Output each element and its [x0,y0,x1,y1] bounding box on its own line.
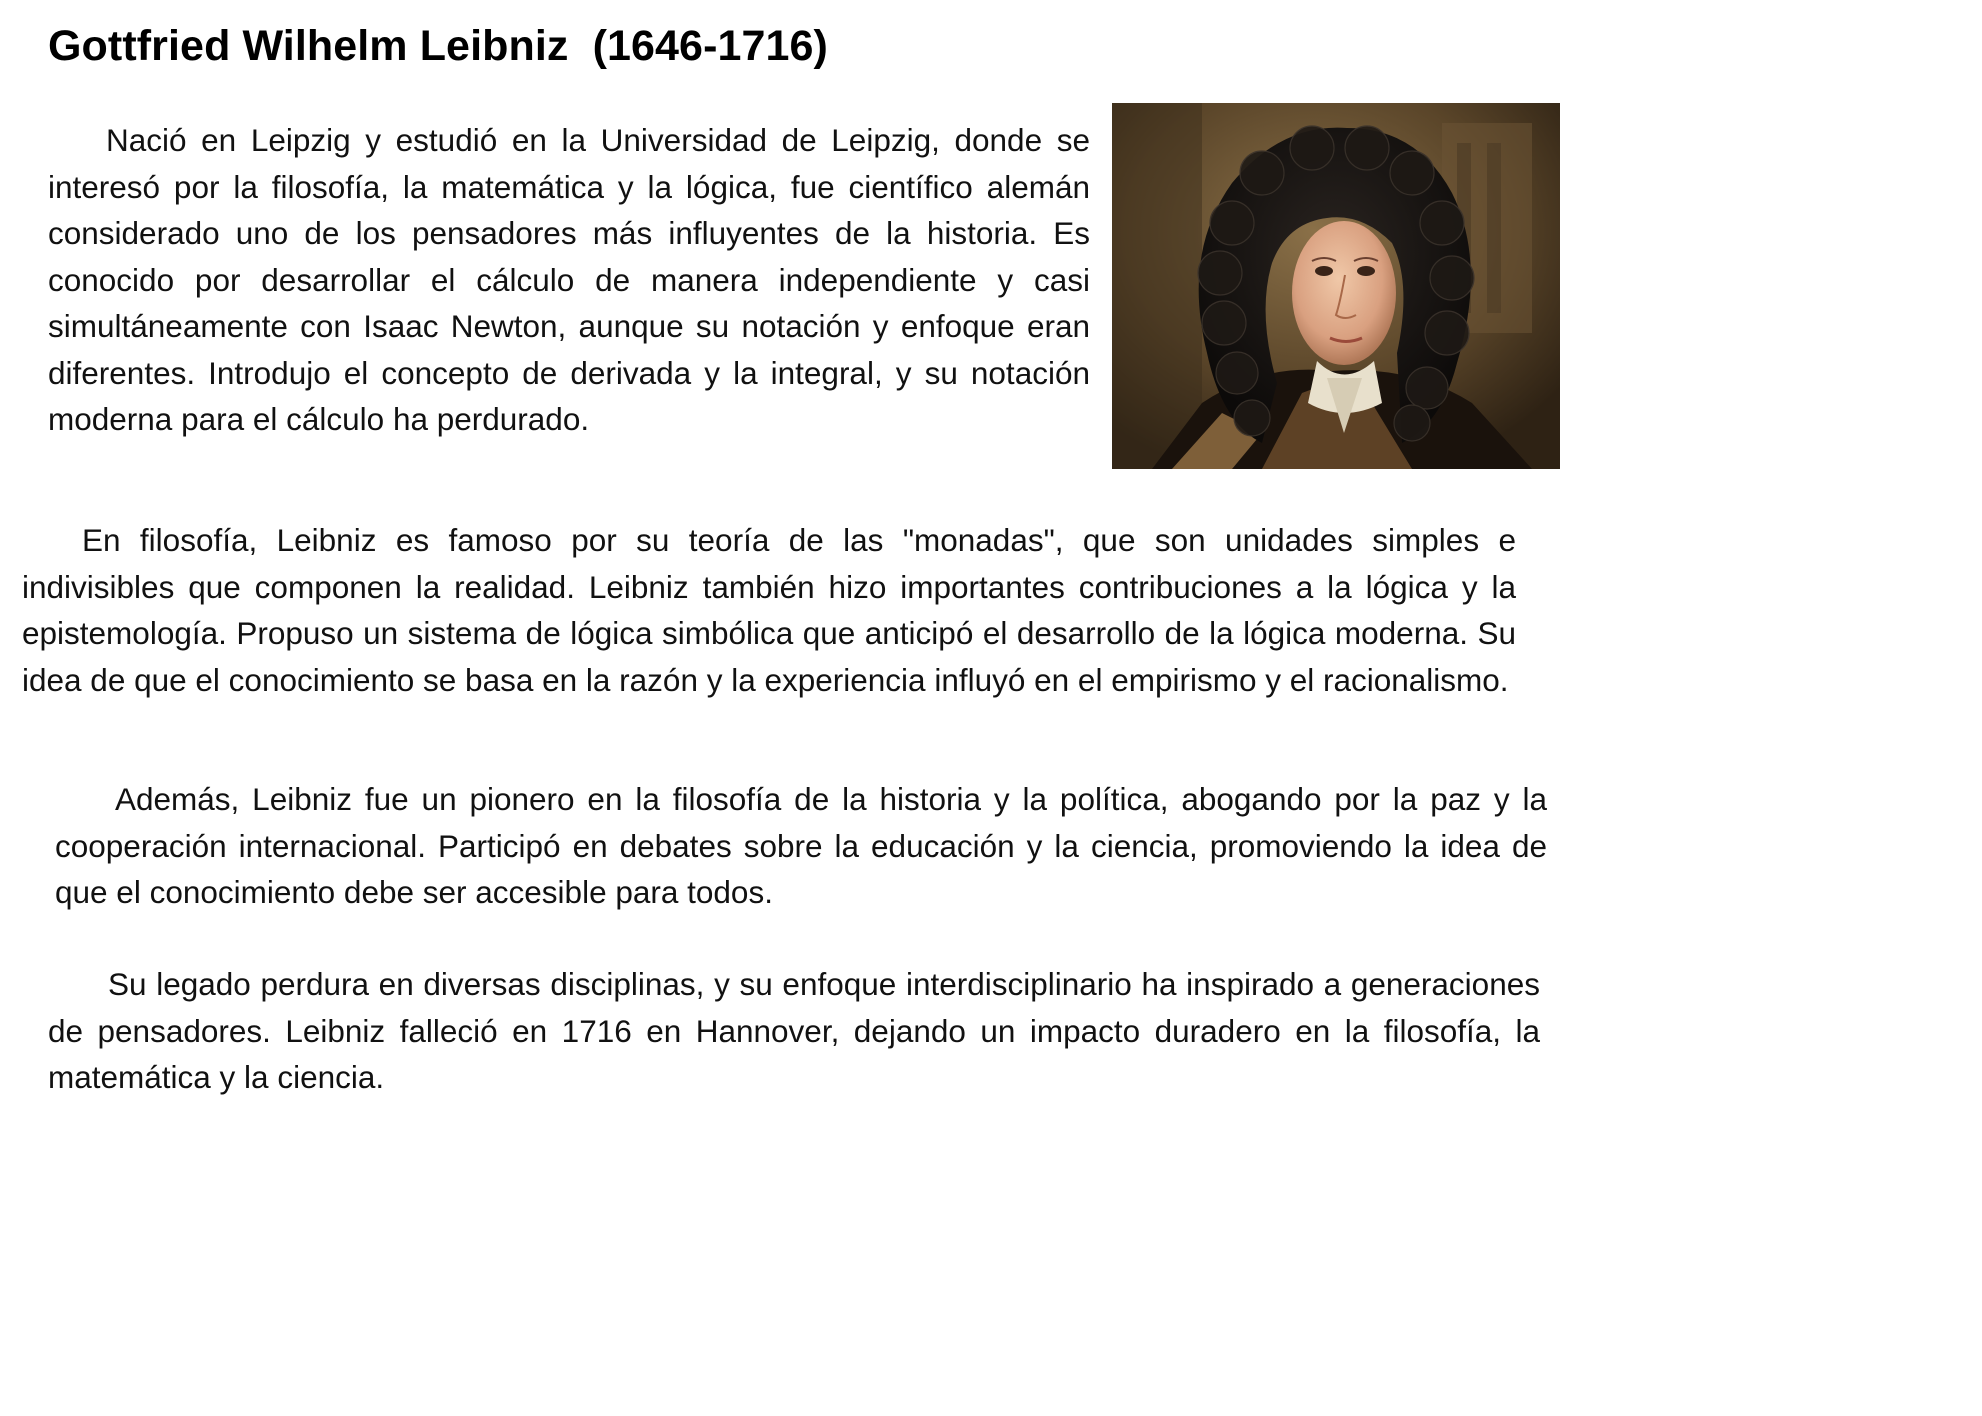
leibniz-portrait [1112,103,1560,469]
paragraph-legacy: Su legado perdura en diversas disciplinas, y su enfoque interdisciplinario ha inspirado a generaciones de pensadores. Leibniz falleció en 1716 en Hannover, dejando un impacto duradero en la filosofía, la matemática y la ciencia. [48,966,1540,1095]
paragraph-biography: Nació en Leipzig y estudió en la Universidad de Leipzig, donde se interesó por la filosofía, la matemática y la lógica, fue científico alemán considerado uno de los pensadores más influyentes de la historia. Es conocido por desarrollar el cálculo de manera independiente y casi simultáneamente con Isaac Newton, aunque su notación y enfoque eran diferentes. Introdujo el concepto de derivada y la integral, y su notación moderna para el cálculo ha perdurado. [48,122,1090,437]
paragraph-philosophy: En filosofía, Leibniz es famoso por su teoría de las "monadas", que son unidades simples e indivisibles que componen la realidad. Leibniz también hizo importantes contribuciones a la lógica y la epistemología. Propuso un sistema de lógica simbólica que anticipó el desarrollo de la lógica moderna. Su idea de que el conocimiento se basa en la razón y la experiencia influyó en el empirismo y el racionalismo. [22,522,1516,698]
page-title: Gottfried Wilhelm Leibniz (1646-1716) [48,22,828,70]
paragraph-history-politics: Además, Leibniz fue un pionero en la filosofía de la historia y la política, abogando por la paz y la cooperación internacional. Participó en debates sobre la educación y la ciencia, promoviendo la idea de que el conocimiento debe ser accesible para todos. [55,781,1547,910]
